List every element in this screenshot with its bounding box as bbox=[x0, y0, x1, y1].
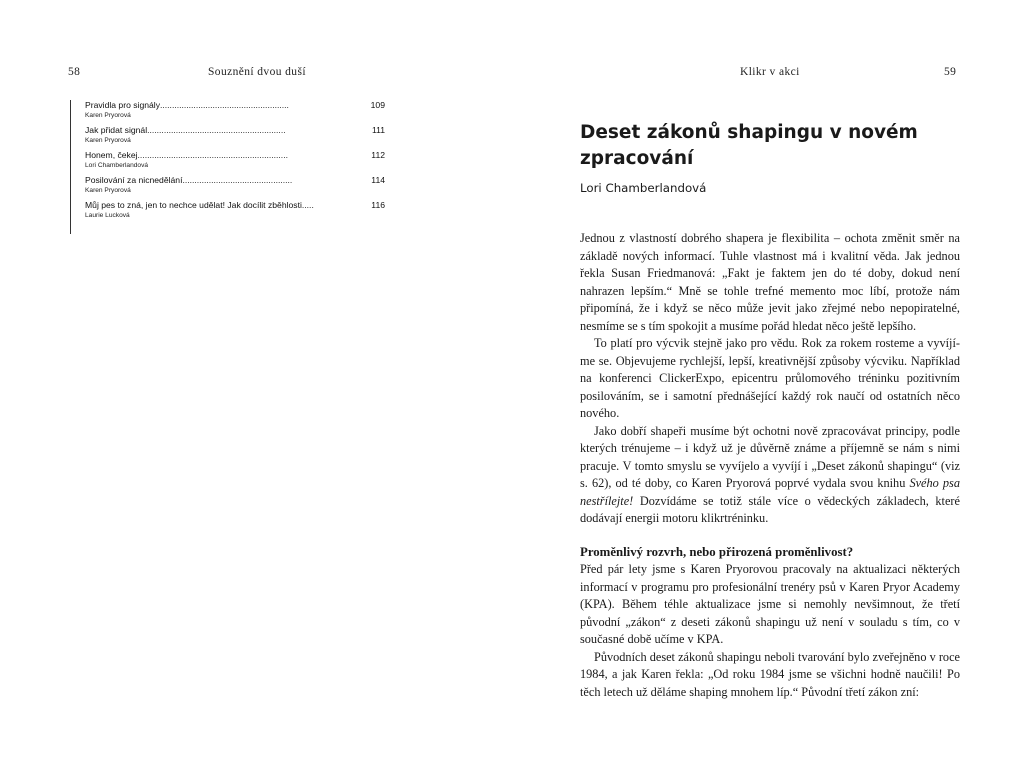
toc-leader-dots: .......................................................... bbox=[147, 125, 286, 135]
toc-entry-page: 112 bbox=[371, 150, 385, 160]
toc-line bbox=[85, 150, 385, 161]
toc-entry-author: Laurie Lucková bbox=[85, 212, 130, 219]
toc-line bbox=[85, 100, 385, 111]
toc-entry-author: Karen Pryorová bbox=[85, 187, 131, 194]
chapter-title: Deset zákonů shapingu v novém zpracování bbox=[580, 122, 918, 169]
page-number-left: 58 bbox=[68, 66, 81, 78]
toc-leader-dots: ..... bbox=[301, 200, 314, 210]
toc-entry bbox=[85, 125, 385, 145]
running-head-left: Souznění dvou duší bbox=[208, 66, 306, 78]
toc-entry-page: 111 bbox=[371, 125, 385, 135]
toc-line bbox=[85, 175, 385, 186]
toc-entry-title: Jak přidat signál bbox=[85, 125, 148, 135]
paragraph: To platí pro výcvik stejně jako pro vědu. Rok za rokem rosteme a vyvíjíme se. Objevujeme rychlejší, lepší, kreativnější způsoby výcviku. Například na konferenci ClickerExpo, epicentru průlomového tréninku pozitivním posilováním, se i samotní přednášející každý rok naučí od ostatních něco nového. bbox=[580, 336, 960, 420]
toc-leader-dots: .............................................. bbox=[182, 175, 293, 185]
toc-entry-page: 116 bbox=[371, 200, 385, 210]
toc-entry-author: Lori Chamberlandová bbox=[85, 162, 149, 169]
toc-entry bbox=[85, 175, 385, 195]
running-head-right: Klikr v akci bbox=[740, 66, 800, 78]
toc-entry-page: 114 bbox=[371, 175, 385, 185]
toc-line bbox=[85, 200, 385, 211]
section-heading: Proměnlivý rozvrh, nebo přirozená proměnlivost? bbox=[580, 544, 854, 559]
toc-entry-author: Karen Pryorová bbox=[85, 137, 131, 144]
toc-entry-page: 109 bbox=[370, 100, 385, 110]
toc-entry bbox=[85, 100, 385, 120]
toc-entry-title: Pravidla pro signály bbox=[85, 100, 160, 110]
table-of-contents bbox=[70, 100, 385, 234]
toc-line bbox=[85, 125, 385, 136]
toc-leader-dots: ...................................................... bbox=[160, 100, 289, 110]
toc-entry bbox=[85, 150, 385, 170]
toc-entry-title: Honem, čekej bbox=[85, 150, 138, 160]
toc-entry-title: Můj pes to zná, jen to nechce udělat! Jak docílit zběhlosti bbox=[85, 200, 302, 210]
paragraph: Jednou z vlastností dobrého shapera je flexibilita – ochota změnit směr na základě nových informací. Tuhle vlastnost má i kvalitní věda. Jak jednou řekla Susan Friedmanová: „Fakt je faktem jen do té doby, dokud není nahrazen lepším.“ Mně se tohle trefné memento moc líbí, protože nám připomíná, že i když se něco může jevit jako zřejmé nebo nepopiratelné, nesmíme se s tím spokojit a musíme pořád hledat něco ještě lepšího. bbox=[580, 231, 960, 333]
paragraph: Před pár lety jsme s Karen Pryorovou pracovaly na aktualizaci některých informací v programu pro profesionální trenéry psů v Karen Pryor Academy (KPA). Během téhle aktualizace jsme si nemohly nevšimnout, že třetí původní „zákon“ z deseti zákonů shapingu už není v souladu s tím, co v současné době učíme v KPA. bbox=[580, 562, 960, 646]
paragraph-text: Jako dobří shapeři musíme být ochotni nově zpracovávat principy, podle kterých trénujeme – i když už je důvěrně známe a příjemně se nám s nimi pracuje. V tomto smyslu se vyvíjelo a vyvíjí i „Deset zákonů shapingu“ (viz s. 62), od té doby, co Karen Pryorová poprvé vydala svou knihu bbox=[580, 423, 960, 490]
toc-leader-dots: ............................................................... bbox=[137, 150, 288, 160]
toc-entry-author: Karen Pryorová bbox=[85, 112, 131, 119]
body-text bbox=[580, 230, 960, 701]
paragraph: Původních deset zákonů shapingu neboli tvarování bylo zveřejněno v roce 1984, a jak Karen řekla: „Od roku 1984 jsme se všichni hodně naučili! Po těch letech už děláme shaping mnohem líp.“ Původní třetí zákon zní: bbox=[580, 649, 960, 699]
book-title-italic: Svého psa nestřílejte! bbox=[580, 476, 960, 508]
toc-entry bbox=[85, 200, 385, 220]
chapter-author: Lori Chamberlandová bbox=[580, 181, 707, 195]
paragraph bbox=[580, 423, 960, 528]
page-number-right: 59 bbox=[944, 66, 957, 78]
right-page bbox=[512, 0, 1024, 768]
toc-entry-title: Posilování za nicnedělání bbox=[85, 175, 183, 185]
paragraph-text: Dozvídáme se totiž stále více o vědeckých základech, které dodávají energii motoru klikrtréninku. bbox=[580, 493, 960, 525]
